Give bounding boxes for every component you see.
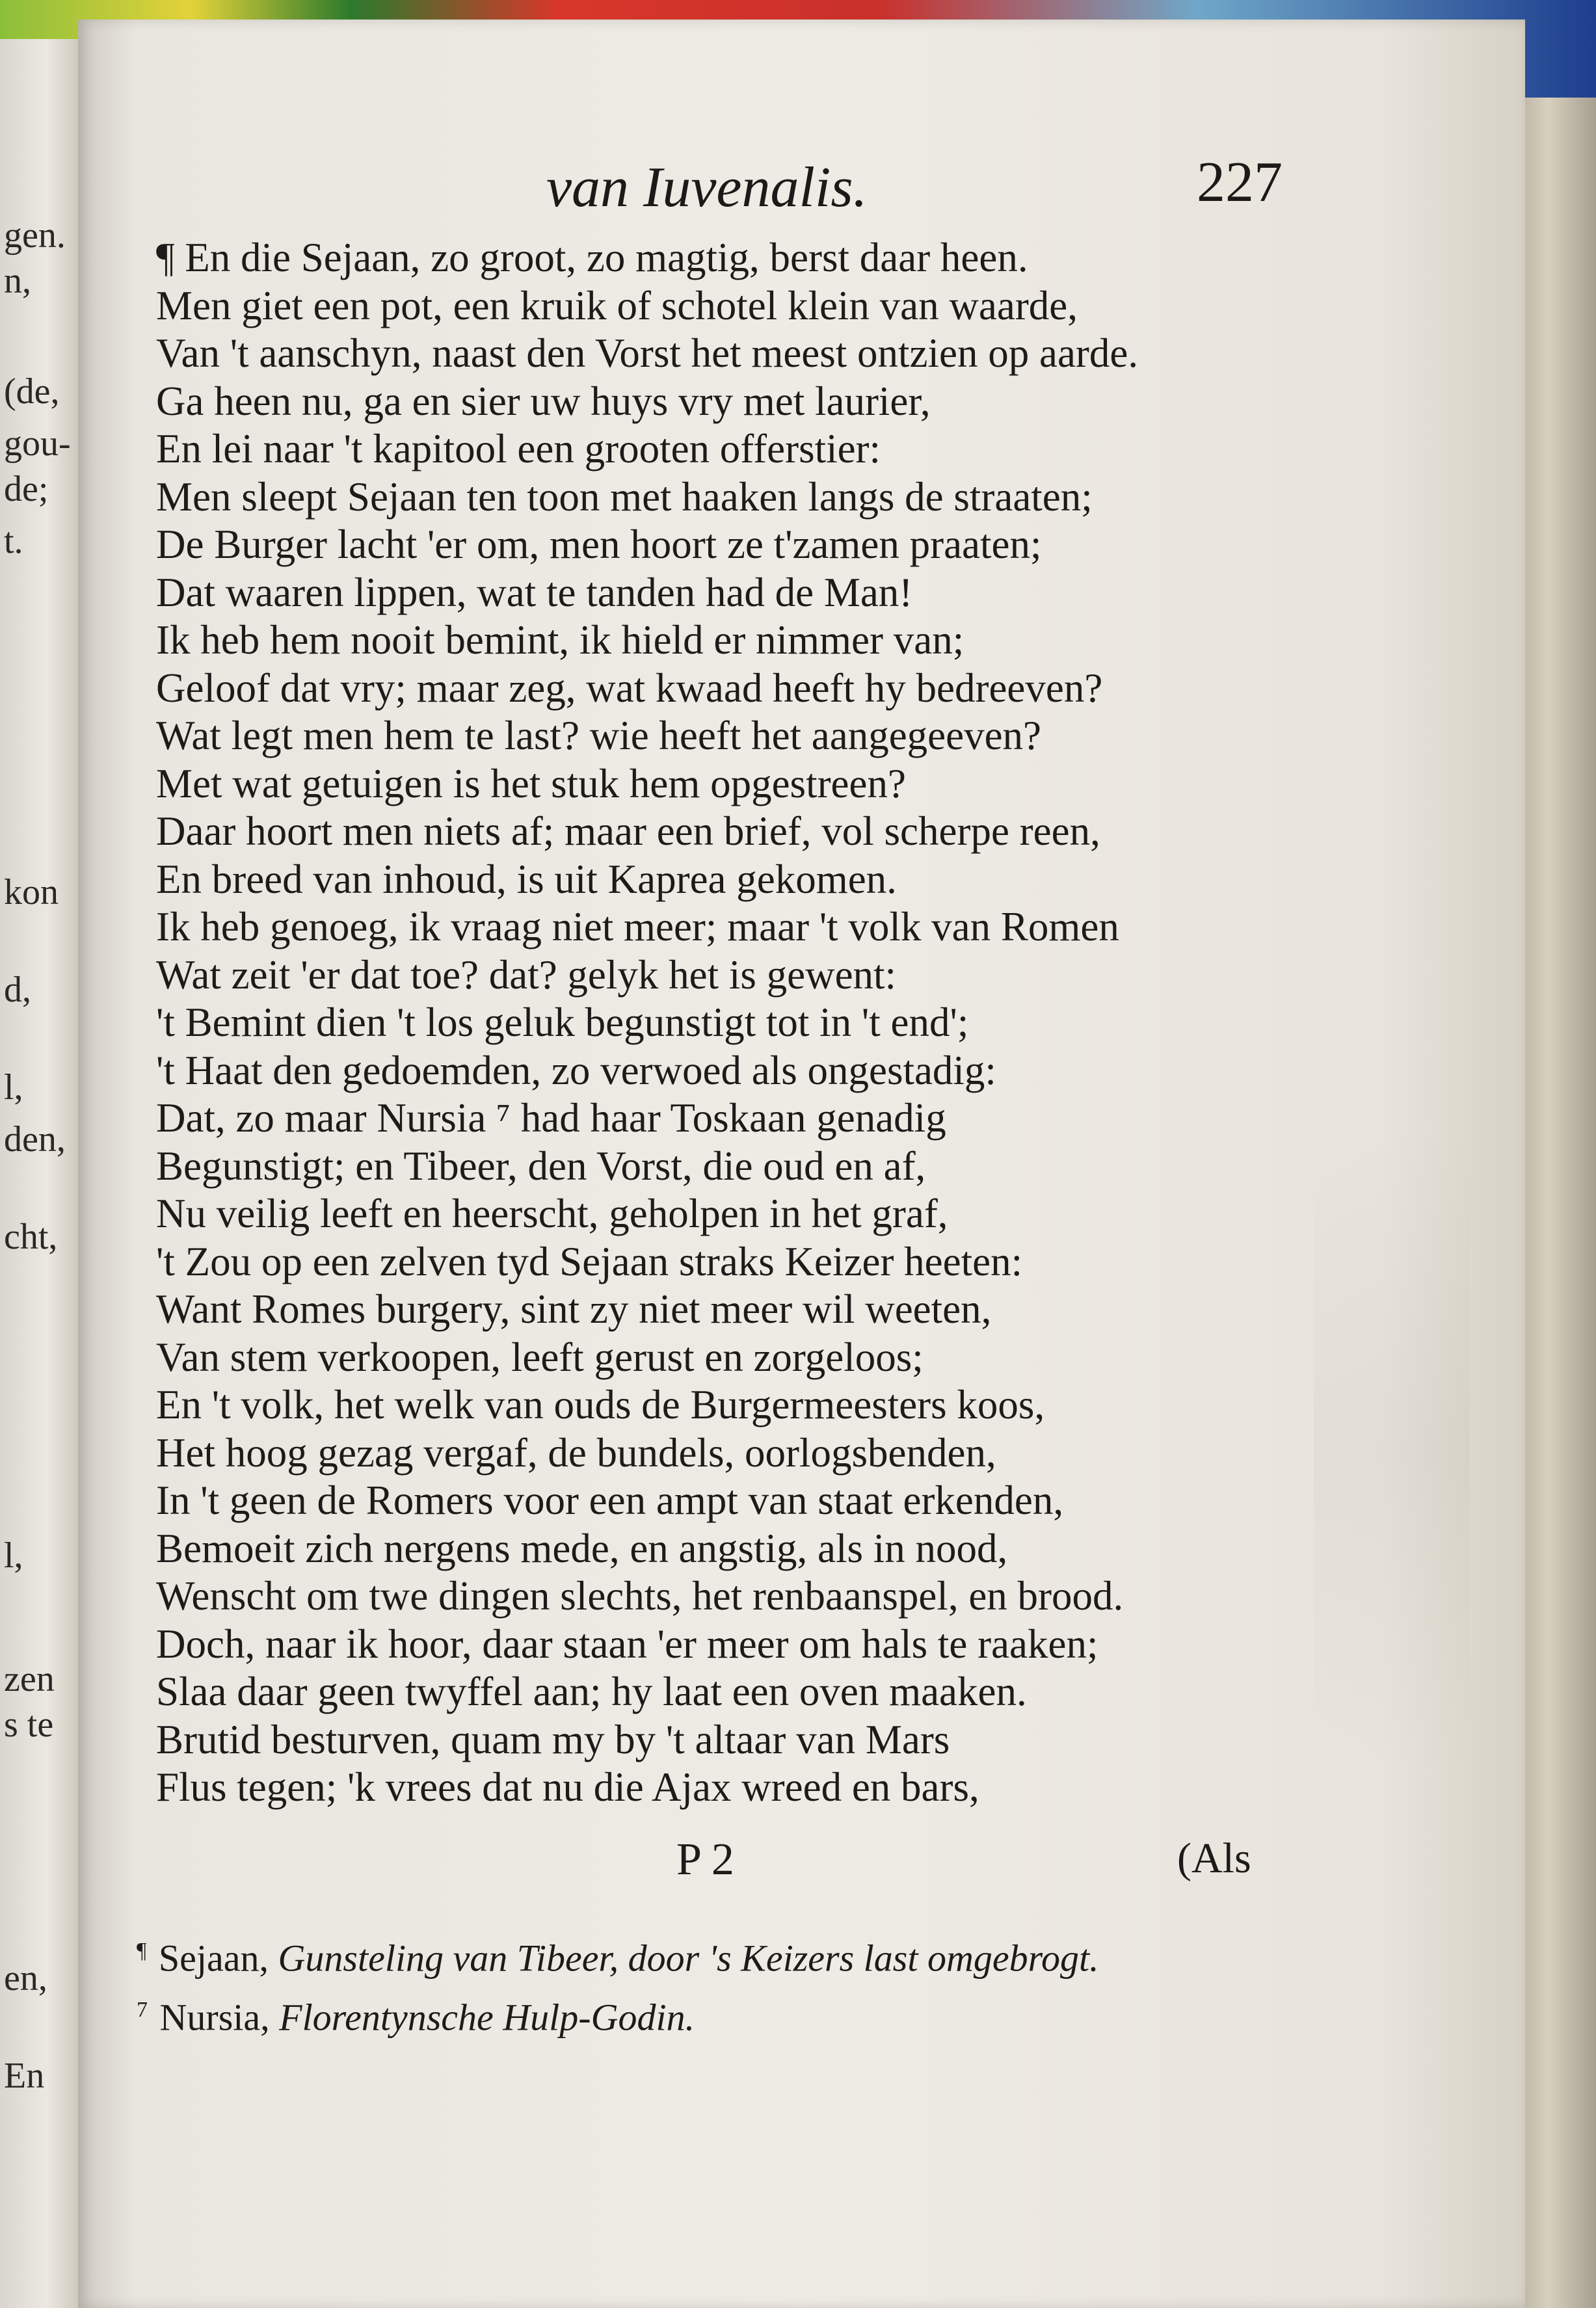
verse-line: Flus tegen; 'k vrees dat nu die Ajax wreed en bars, (156, 1764, 979, 1810)
verse-line: Ga heen nu, ga en sier uw huys vry met laurier, (156, 378, 931, 424)
verse-line: In 't geen de Romers voor een ampt van staat erkenden, (156, 1478, 1064, 1523)
verse-line: En lei naar 't kapitool een grooten offerstier: (156, 426, 881, 471)
left-page-fragment: de; (4, 469, 49, 509)
verse-text (156, 234, 1431, 1812)
footnote-mark: ¶ (137, 1939, 147, 1963)
verse-line: Men giet een pot, een kruik of schotel klein van waarde, (156, 282, 1078, 328)
footnote-mark: 7 (137, 1998, 148, 2023)
left-page-fragment: gou- (4, 423, 71, 464)
left-page-fragment: s te (4, 1704, 54, 1745)
left-page-fragment: n, (4, 261, 31, 301)
verse-line: Ik heb hem nooit bemint, ik hield er nimmer van; (156, 617, 964, 663)
verse-line: Bemoeit zich nergens mede, en angstig, als in nood, (156, 1525, 1008, 1571)
left-page-fragment: zen (4, 1659, 55, 1699)
left-page-fragment: En (4, 2056, 45, 2096)
verse-line: Met wat getuigen is het stuk hem opgestreen? (156, 760, 906, 806)
left-page-fragment: l, (4, 1535, 23, 1576)
verse-line: 't Zou op een zelven tyd Sejaan straks Keizer heeten: (156, 1238, 1023, 1284)
verse-line: Daar hoort men niets af; maar een brief, vol scherpe reen, (156, 808, 1100, 854)
footnote (137, 1925, 1372, 1984)
verse-line: Begunstigt; en Tibeer, den Vorst, die oud en af, (156, 1143, 926, 1189)
verse-line: Doch, naar ik hoor, daar staan 'er meer om hals te raaken; (156, 1621, 1098, 1667)
page-number: 227 (1197, 151, 1283, 214)
verse-line: Dat waaren lippen, wat te tanden had de Man! (156, 569, 913, 615)
verse-line: Wenscht om twe dingen slechts, het renbaanspel, en brood. (156, 1573, 1124, 1619)
verse-line: Men sleept Sejaan ten toon met haaken langs de straaten; (156, 473, 1093, 520)
verse-line: En breed van inhoud, is uit Kaprea gekomen. (156, 856, 897, 902)
running-head: van Iuvenalis. (546, 156, 868, 219)
left-facing-page (0, 39, 78, 2308)
left-page-fragment: kon (4, 872, 59, 912)
footnote-text: Gunsteling van Tibeer, door 's Keizers last omgebrogt. (278, 1937, 1099, 1980)
verse-line: ¶ En die Sejaan, zo groot, zo magtig, berst daar heen. (156, 235, 1028, 280)
verse-line: Dat, zo maar Nursia ⁷ had haar Toskaan genadig (156, 1095, 946, 1141)
verse-line: En 't volk, het welk van ouds de Burgermeesters koos, (156, 1382, 1045, 1427)
book-page (78, 20, 1525, 2308)
verse-line: Nu veilig leeft en heerscht, geholpen in het graf, (156, 1191, 948, 1236)
signature-mark: P 2 (676, 1835, 734, 1885)
verse-line: 't Haat den gedoemden, zo verwoed als ongestadig: (156, 1047, 996, 1093)
catchword: (Als (1177, 1835, 1251, 1882)
page-edges (1515, 98, 1596, 2308)
verse-line: Brutid besturven, quam my by 't altaar van Mars (156, 1716, 950, 1762)
left-page-fragment: t. (4, 521, 23, 561)
verse-line: Wat zeit 'er dat toe? dat? gelyk het is gewent: (156, 951, 897, 998)
left-page-fragment: l, (4, 1067, 23, 1108)
footnote (137, 1984, 1372, 2043)
left-page-fragment: gen. (4, 215, 66, 256)
left-page-fragment: d, (4, 970, 31, 1010)
verse-line: Want Romes burgery, sint zy niet meer wil weeten, (156, 1286, 992, 1332)
verse-line: Van stem verkoopen, leeft gerust en zorgeloos; (156, 1334, 924, 1380)
verse-line: Van 't aanschyn, naast den Vorst het meest ontzien op aarde. (156, 330, 1139, 376)
verse-line: Het hoog gezag vergaf, de bundels, oorlogsbenden, (156, 1429, 996, 1476)
verse-line: Wat legt men hem te last? wie heeft het aangegeeven? (156, 713, 1042, 758)
footnotes (137, 1925, 1372, 2044)
verse-line: De Burger lacht 'er om, men hoort ze t'zamen praaten; (156, 522, 1042, 567)
verse-line: Geloof dat vry; maar zeg, wat kwaad heeft hy bedreeven? (156, 665, 1103, 711)
left-page-fragment: (de, (4, 371, 60, 412)
footnote-text: Florentynsche Hulp-Godin. (279, 1996, 695, 2039)
left-page-fragment: en, (4, 1958, 47, 1998)
verse-line: Slaa daar geen twyffel aan; hy laat een oven maaken. (156, 1669, 1027, 1714)
left-page-fragment: den, (4, 1119, 66, 1160)
footnote-name: Sejaan, (158, 1937, 269, 1980)
verse-line: 't Bemint dien 't los geluk begunstigt tot in 't end'; (156, 1000, 969, 1045)
left-page-fragment: cht, (4, 1217, 58, 1257)
verse-line: Ik heb genoeg, ik vraag niet meer; maar 't volk van Romen (156, 904, 1119, 949)
footnote-name: Nursia, (159, 1996, 270, 2039)
